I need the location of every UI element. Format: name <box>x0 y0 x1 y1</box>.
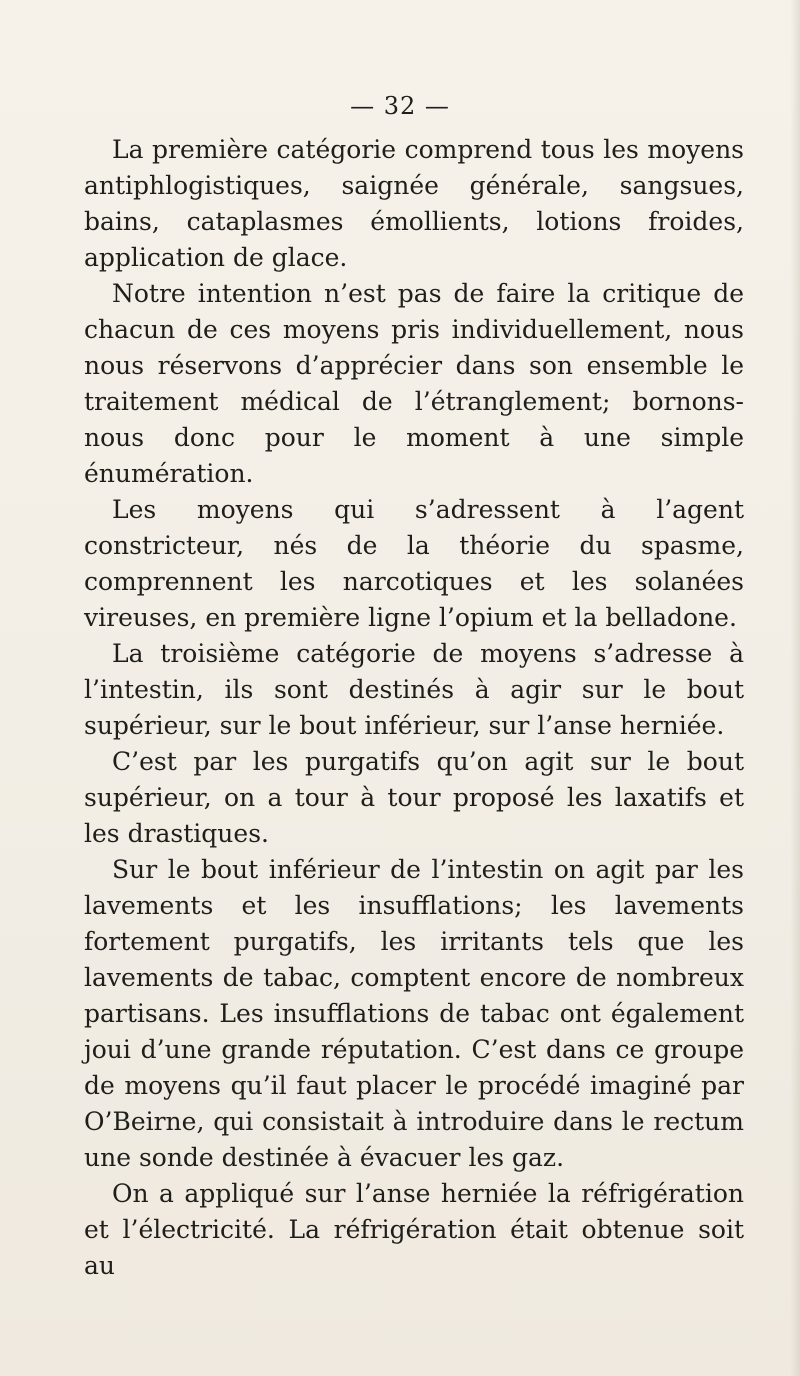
page-number: — 32 — <box>350 92 450 120</box>
paragraph-5: C’est par les purgatifs qu’on agit sur le bout supérieur, on a tour à tour proposé les laxatifs et les drastiques. <box>84 747 744 848</box>
main-text <box>84 132 744 1284</box>
paragraph-4: La troisième catégorie de moyens s’adresse à l’intestin, ils sont destinés à agir sur le bout supérieur, sur le bout inférieur, sur l’anse herniée. <box>84 639 744 740</box>
paragraph-6: Sur le bout inférieur de l’intestin on agit par les lavements et les insufflations; les lavements fortement purgatifs, les irritants tels que les lavements de tabac, comptent encore de nombreux partisans. Les insufflations de tabac ont également joui d’une grande réputation. C’est dans ce groupe de moyens qu’il faut placer le procédé imaginé par O’Beirne, qui consistait à introduire dans le rectum une sonde destinée à évacuer les gaz. <box>84 855 744 1172</box>
paragraph-1: La première catégorie comprend tous les moyens antiphlogistiques, saignée générale, sangsues, bains, cataplasmes émollients, lotions froides, application de glace. <box>84 135 744 272</box>
paragraph-2: Notre intention n’est pas de faire la critique de chacun de ces moyens pris individuellement, nous nous réservons d’apprécier dans son ensemble le traitement médical de l’étranglement; bornons-nous donc pour le moment à une simple énumération. <box>84 279 744 488</box>
paragraph-7: On a appliqué sur l’anse herniée la réfrigération et l’électricité. La réfrigération était obtenue soit au <box>84 1179 744 1280</box>
paragraph-3: Les moyens qui s’adressent à l’agent constricteur, nés de la théorie du spasme, comprennent les narcotiques et les solanées vireuses, en première ligne l’opium et la belladone. <box>84 495 744 632</box>
